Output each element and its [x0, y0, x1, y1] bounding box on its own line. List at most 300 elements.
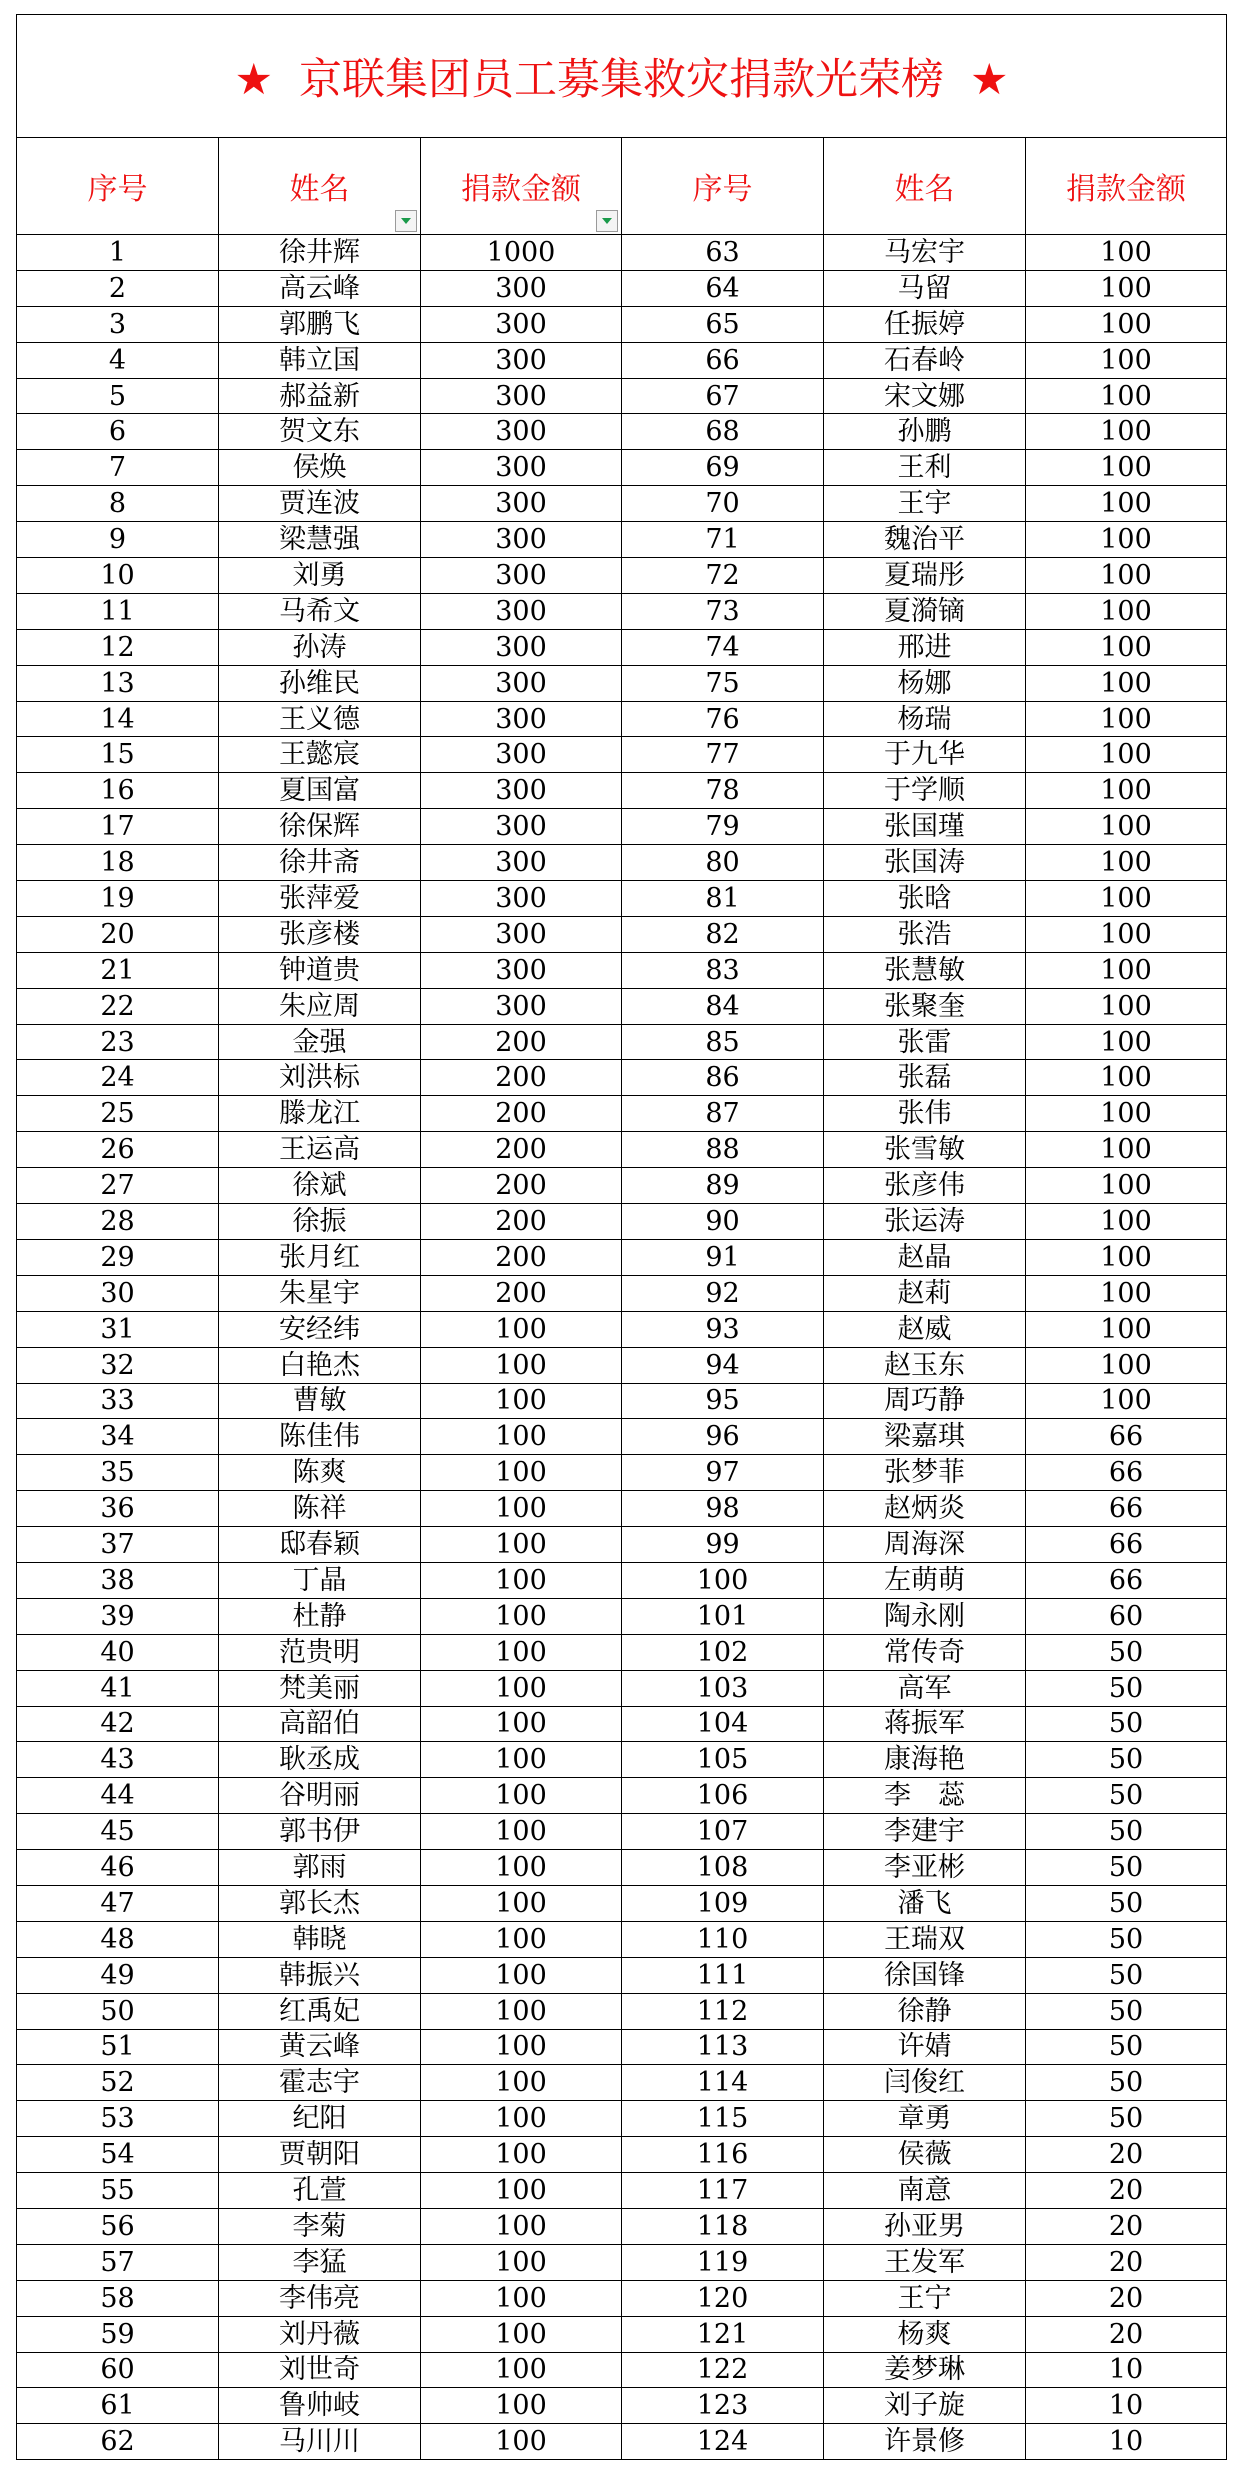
amount-cell: 50: [1026, 2029, 1227, 2065]
amount-cell: 10: [1026, 2424, 1227, 2460]
amount-cell: 66: [1026, 1419, 1227, 1455]
seq-cell: 85: [622, 1024, 824, 1060]
seq-cell: 43: [17, 1742, 219, 1778]
amount-cell: 100: [1026, 486, 1227, 522]
seq-cell: 73: [622, 593, 824, 629]
name-cell: 曹敏: [219, 1383, 421, 1419]
seq-cell: 50: [17, 1993, 219, 2029]
amount-cell: 100: [1026, 881, 1227, 917]
name-cell: 梁嘉琪: [824, 1419, 1026, 1455]
name-cell: 安经纬: [219, 1311, 421, 1347]
donation-honor-roll-table: [16, 14, 1227, 2460]
amount-cell: 300: [421, 809, 622, 845]
amount-cell: 100: [421, 1347, 622, 1383]
filter-dropdown-icon[interactable]: [596, 210, 618, 232]
amount-cell: 100: [421, 1993, 622, 2029]
seq-cell: 61: [17, 2388, 219, 2424]
amount-cell: 100: [1026, 342, 1227, 378]
name-cell: 张慧敏: [824, 952, 1026, 988]
table-row: [17, 2101, 1227, 2137]
amount-cell: 100: [421, 1850, 622, 1886]
table-row: [17, 665, 1227, 701]
amount-cell: 200: [421, 1168, 622, 1204]
name-cell: 孙涛: [219, 629, 421, 665]
amount-cell: 20: [1026, 2208, 1227, 2244]
amount-cell: 100: [1026, 1024, 1227, 1060]
name-cell: 侯焕: [219, 450, 421, 486]
name-cell: 张磊: [824, 1060, 1026, 1096]
amount-cell: 66: [1026, 1455, 1227, 1491]
name-cell: 徐保辉: [219, 809, 421, 845]
amount-cell: 100: [1026, 701, 1227, 737]
seq-cell: 104: [622, 1706, 824, 1742]
table-row: [17, 270, 1227, 306]
table-row: [17, 1383, 1227, 1419]
name-cell: 郝益新: [219, 378, 421, 414]
name-cell: 张彦伟: [824, 1168, 1026, 1204]
table-row: [17, 1957, 1227, 1993]
star-left-icon: ★: [234, 54, 274, 105]
seq-cell: 97: [622, 1455, 824, 1491]
name-cell: 蒋振军: [824, 1706, 1026, 1742]
seq-cell: 119: [622, 2244, 824, 2280]
table-row: [17, 881, 1227, 917]
amount-cell: 100: [1026, 1347, 1227, 1383]
amount-cell: 100: [421, 1383, 622, 1419]
name-cell: 张雷: [824, 1024, 1026, 1060]
name-cell: 纪阳: [219, 2101, 421, 2137]
seq-cell: 41: [17, 1670, 219, 1706]
name-cell: 徐振: [219, 1204, 421, 1240]
name-cell: 于学顺: [824, 773, 1026, 809]
table-row: [17, 952, 1227, 988]
seq-cell: 64: [622, 270, 824, 306]
header-amount-right: 捐款金额: [1026, 138, 1227, 235]
seq-cell: 95: [622, 1383, 824, 1419]
name-cell: 高韶伯: [219, 1706, 421, 1742]
seq-cell: 34: [17, 1419, 219, 1455]
seq-cell: 52: [17, 2065, 219, 2101]
amount-cell: 50: [1026, 1957, 1227, 1993]
amount-cell: 100: [421, 1885, 622, 1921]
seq-cell: 28: [17, 1204, 219, 1240]
seq-cell: 63: [622, 235, 824, 271]
name-cell: 徐井辉: [219, 235, 421, 271]
seq-cell: 62: [17, 2424, 219, 2460]
amount-cell: 100: [1026, 1204, 1227, 1240]
name-cell: 钟道贵: [219, 952, 421, 988]
name-cell: 侯薇: [824, 2137, 1026, 2173]
seq-cell: 96: [622, 1419, 824, 1455]
amount-cell: 200: [421, 1132, 622, 1168]
seq-cell: 107: [622, 1814, 824, 1850]
name-cell: 高云峰: [219, 270, 421, 306]
name-cell: 郭长杰: [219, 1885, 421, 1921]
name-cell: 赵炳炎: [824, 1491, 1026, 1527]
name-cell: 马希文: [219, 593, 421, 629]
seq-cell: 113: [622, 2029, 824, 2065]
amount-cell: 300: [421, 916, 622, 952]
seq-cell: 46: [17, 1850, 219, 1886]
amount-cell: 50: [1026, 1814, 1227, 1850]
amount-cell: 100: [1026, 522, 1227, 558]
name-cell: 任振婷: [824, 306, 1026, 342]
amount-cell: 100: [421, 2244, 622, 2280]
title-row: [17, 15, 1227, 138]
amount-cell: 50: [1026, 2065, 1227, 2101]
name-cell: 郭书伊: [219, 1814, 421, 1850]
seq-cell: 15: [17, 737, 219, 773]
seq-cell: 26: [17, 1132, 219, 1168]
name-cell: 李菊: [219, 2208, 421, 2244]
seq-cell: 103: [622, 1670, 824, 1706]
table-row: [17, 809, 1227, 845]
header-amount-left-label: 捐款金额: [461, 172, 581, 207]
seq-cell: 44: [17, 1778, 219, 1814]
table-row: [17, 2208, 1227, 2244]
name-cell: 刘世奇: [219, 2352, 421, 2388]
amount-cell: 300: [421, 270, 622, 306]
seq-cell: 83: [622, 952, 824, 988]
name-cell: 夏瑞彤: [824, 558, 1026, 594]
amount-cell: 100: [421, 1491, 622, 1527]
seq-cell: 4: [17, 342, 219, 378]
name-cell: 李亚彬: [824, 1850, 1026, 1886]
table-row: [17, 1778, 1227, 1814]
amount-cell: 100: [1026, 1275, 1227, 1311]
table-row: [17, 2352, 1227, 2388]
table-row: [17, 486, 1227, 522]
name-cell: 韩晓: [219, 1921, 421, 1957]
name-cell: 张运涛: [824, 1204, 1026, 1240]
amount-cell: 300: [421, 378, 622, 414]
name-cell: 陈爽: [219, 1455, 421, 1491]
table-row: [17, 2065, 1227, 2101]
seq-cell: 48: [17, 1921, 219, 1957]
name-cell: 杨瑞: [824, 701, 1026, 737]
amount-cell: 300: [421, 665, 622, 701]
amount-cell: 300: [421, 342, 622, 378]
table-row: [17, 378, 1227, 414]
seq-cell: 47: [17, 1885, 219, 1921]
amount-cell: 100: [421, 1742, 622, 1778]
amount-cell: 100: [421, 1778, 622, 1814]
seq-cell: 29: [17, 1239, 219, 1275]
seq-cell: 69: [622, 450, 824, 486]
amount-cell: 100: [1026, 809, 1227, 845]
amount-cell: 50: [1026, 1670, 1227, 1706]
name-cell: 马留: [824, 270, 1026, 306]
seq-cell: 106: [622, 1778, 824, 1814]
table-row: [17, 306, 1227, 342]
seq-cell: 98: [622, 1491, 824, 1527]
table-row: [17, 1885, 1227, 1921]
seq-cell: 90: [622, 1204, 824, 1240]
name-cell: 李建宇: [824, 1814, 1026, 1850]
seq-cell: 86: [622, 1060, 824, 1096]
seq-cell: 92: [622, 1275, 824, 1311]
name-cell: 马川川: [219, 2424, 421, 2460]
seq-cell: 1: [17, 235, 219, 271]
amount-cell: 50: [1026, 1634, 1227, 1670]
seq-cell: 74: [622, 629, 824, 665]
seq-cell: 124: [622, 2424, 824, 2460]
table-row: [17, 773, 1227, 809]
amount-cell: 100: [421, 1921, 622, 1957]
amount-cell: 300: [421, 988, 622, 1024]
amount-cell: 100: [421, 2137, 622, 2173]
amount-cell: 300: [421, 450, 622, 486]
name-cell: 刘勇: [219, 558, 421, 594]
table-row: [17, 558, 1227, 594]
seq-cell: 14: [17, 701, 219, 737]
name-cell: 张晗: [824, 881, 1026, 917]
amount-cell: 300: [421, 773, 622, 809]
name-cell: 孔萱: [219, 2173, 421, 2209]
seq-cell: 31: [17, 1311, 219, 1347]
seq-cell: 10: [17, 558, 219, 594]
name-cell: 张伟: [824, 1096, 1026, 1132]
seq-cell: 120: [622, 2280, 824, 2316]
table-row: [17, 1024, 1227, 1060]
page-title: 京联集团员工募集救灾捐款光荣榜: [299, 54, 945, 105]
seq-cell: 51: [17, 2029, 219, 2065]
name-cell: 张浩: [824, 916, 1026, 952]
amount-cell: 300: [421, 701, 622, 737]
seq-cell: 118: [622, 2208, 824, 2244]
name-cell: 王宇: [824, 486, 1026, 522]
amount-cell: 100: [1026, 1383, 1227, 1419]
name-cell: 石春岭: [824, 342, 1026, 378]
amount-cell: 100: [1026, 235, 1227, 271]
seq-cell: 19: [17, 881, 219, 917]
seq-cell: 58: [17, 2280, 219, 2316]
name-cell: 丁晶: [219, 1562, 421, 1598]
table-row: [17, 1634, 1227, 1670]
table-row: [17, 1347, 1227, 1383]
seq-cell: 32: [17, 1347, 219, 1383]
amount-cell: 300: [421, 306, 622, 342]
amount-cell: 20: [1026, 2244, 1227, 2280]
table-row: [17, 1562, 1227, 1598]
seq-cell: 9: [17, 522, 219, 558]
amount-cell: 100: [1026, 414, 1227, 450]
seq-cell: 35: [17, 1455, 219, 1491]
seq-cell: 20: [17, 916, 219, 952]
table-row: [17, 1204, 1227, 1240]
name-cell: 邸春颖: [219, 1527, 421, 1563]
seq-cell: 72: [622, 558, 824, 594]
seq-cell: 33: [17, 1383, 219, 1419]
seq-cell: 12: [17, 629, 219, 665]
table-row: [17, 342, 1227, 378]
amount-cell: 1000: [421, 235, 622, 271]
seq-cell: 81: [622, 881, 824, 917]
name-cell: 范贵明: [219, 1634, 421, 1670]
name-cell: 朱星宇: [219, 1275, 421, 1311]
filter-dropdown-icon[interactable]: [395, 210, 417, 232]
amount-cell: 100: [1026, 737, 1227, 773]
name-cell: 刘丹薇: [219, 2316, 421, 2352]
table-row: [17, 737, 1227, 773]
table-row: [17, 522, 1227, 558]
name-cell: 杨娜: [824, 665, 1026, 701]
seq-cell: 93: [622, 1311, 824, 1347]
table-row: [17, 1239, 1227, 1275]
table-row: [17, 593, 1227, 629]
seq-cell: 80: [622, 845, 824, 881]
table-row: [17, 2244, 1227, 2280]
seq-cell: 75: [622, 665, 824, 701]
name-cell: 周巧静: [824, 1383, 1026, 1419]
name-cell: 张月红: [219, 1239, 421, 1275]
table-row: [17, 1060, 1227, 1096]
seq-cell: 2: [17, 270, 219, 306]
name-cell: 李伟亮: [219, 2280, 421, 2316]
seq-cell: 99: [622, 1527, 824, 1563]
name-cell: 贺文东: [219, 414, 421, 450]
seq-cell: 77: [622, 737, 824, 773]
name-cell: 魏治平: [824, 522, 1026, 558]
amount-cell: 60: [1026, 1598, 1227, 1634]
header-seq-left: 序号: [17, 138, 219, 235]
name-cell: 朱应周: [219, 988, 421, 1024]
table-row: [17, 1275, 1227, 1311]
seq-cell: 45: [17, 1814, 219, 1850]
amount-cell: 66: [1026, 1527, 1227, 1563]
amount-cell: 100: [421, 2029, 622, 2065]
amount-cell: 200: [421, 1275, 622, 1311]
header-amount-left: [421, 138, 622, 235]
amount-cell: 100: [1026, 1168, 1227, 1204]
seq-cell: 108: [622, 1850, 824, 1886]
amount-cell: 100: [1026, 306, 1227, 342]
amount-cell: 100: [421, 2424, 622, 2460]
name-cell: 宋文娜: [824, 378, 1026, 414]
table-row: [17, 450, 1227, 486]
header-seq-right: 序号: [622, 138, 824, 235]
seq-cell: 101: [622, 1598, 824, 1634]
amount-cell: 100: [1026, 1060, 1227, 1096]
amount-cell: 100: [1026, 1239, 1227, 1275]
name-cell: 于九华: [824, 737, 1026, 773]
seq-cell: 110: [622, 1921, 824, 1957]
name-cell: 郭雨: [219, 1850, 421, 1886]
seq-cell: 6: [17, 414, 219, 450]
table-row: [17, 845, 1227, 881]
amount-cell: 20: [1026, 2316, 1227, 2352]
name-cell: 谷明丽: [219, 1778, 421, 1814]
amount-cell: 100: [1026, 629, 1227, 665]
amount-cell: 200: [421, 1060, 622, 1096]
amount-cell: 200: [421, 1096, 622, 1132]
amount-cell: 200: [421, 1204, 622, 1240]
name-cell: 邢进: [824, 629, 1026, 665]
seq-cell: 66: [622, 342, 824, 378]
amount-cell: 100: [421, 1598, 622, 1634]
header-name-left-label: 姓名: [289, 172, 350, 207]
name-cell: 康海艳: [824, 1742, 1026, 1778]
seq-cell: 88: [622, 1132, 824, 1168]
seq-cell: 5: [17, 378, 219, 414]
seq-cell: 91: [622, 1239, 824, 1275]
seq-cell: 116: [622, 2137, 824, 2173]
amount-cell: 100: [1026, 1132, 1227, 1168]
name-cell: 夏漪镝: [824, 593, 1026, 629]
name-cell: 周海深: [824, 1527, 1026, 1563]
name-cell: 王利: [824, 450, 1026, 486]
seq-cell: 114: [622, 2065, 824, 2101]
name-cell: 耿丞成: [219, 1742, 421, 1778]
table-row: [17, 1850, 1227, 1886]
name-cell: 杨爽: [824, 2316, 1026, 2352]
name-cell: 许婧: [824, 2029, 1026, 2065]
amount-cell: 20: [1026, 2173, 1227, 2209]
amount-cell: 100: [421, 2316, 622, 2352]
amount-cell: 300: [421, 737, 622, 773]
amount-cell: 50: [1026, 1885, 1227, 1921]
amount-cell: 50: [1026, 1993, 1227, 2029]
table-row: [17, 235, 1227, 271]
seq-cell: 121: [622, 2316, 824, 2352]
table-row: [17, 2280, 1227, 2316]
name-cell: 红禹妃: [219, 1993, 421, 2029]
name-cell: 王宁: [824, 2280, 1026, 2316]
seq-cell: 53: [17, 2101, 219, 2137]
amount-cell: 50: [1026, 1742, 1227, 1778]
seq-cell: 60: [17, 2352, 219, 2388]
name-cell: 张聚奎: [824, 988, 1026, 1024]
seq-cell: 49: [17, 1957, 219, 1993]
name-cell: 常传奇: [824, 1634, 1026, 1670]
amount-cell: 100: [421, 1814, 622, 1850]
seq-cell: 79: [622, 809, 824, 845]
name-cell: 高军: [824, 1670, 1026, 1706]
seq-cell: 42: [17, 1706, 219, 1742]
table-row: [17, 1706, 1227, 1742]
name-cell: 陶永刚: [824, 1598, 1026, 1634]
name-cell: 徐静: [824, 1993, 1026, 2029]
amount-cell: 300: [421, 414, 622, 450]
amount-cell: 100: [421, 2101, 622, 2137]
name-cell: 张雪敏: [824, 1132, 1026, 1168]
name-cell: 金强: [219, 1024, 421, 1060]
amount-cell: 50: [1026, 2101, 1227, 2137]
seq-cell: 102: [622, 1634, 824, 1670]
amount-cell: 50: [1026, 1778, 1227, 1814]
amount-cell: 100: [421, 1455, 622, 1491]
seq-cell: 122: [622, 2352, 824, 2388]
amount-cell: 300: [421, 952, 622, 988]
table-row: [17, 988, 1227, 1024]
amount-cell: 100: [421, 1419, 622, 1455]
amount-cell: 100: [421, 1957, 622, 1993]
seq-cell: 16: [17, 773, 219, 809]
name-cell: 章勇: [824, 2101, 1026, 2137]
amount-cell: 100: [1026, 1311, 1227, 1347]
amount-cell: 50: [1026, 1706, 1227, 1742]
amount-cell: 20: [1026, 2137, 1227, 2173]
name-cell: 孙亚男: [824, 2208, 1026, 2244]
name-cell: 王发军: [824, 2244, 1026, 2280]
table-row: [17, 1670, 1227, 1706]
seq-cell: 112: [622, 1993, 824, 2029]
seq-cell: 111: [622, 1957, 824, 1993]
table-row: [17, 1491, 1227, 1527]
amount-cell: 200: [421, 1024, 622, 1060]
name-cell: 潘飞: [824, 1885, 1026, 1921]
seq-cell: 25: [17, 1096, 219, 1132]
